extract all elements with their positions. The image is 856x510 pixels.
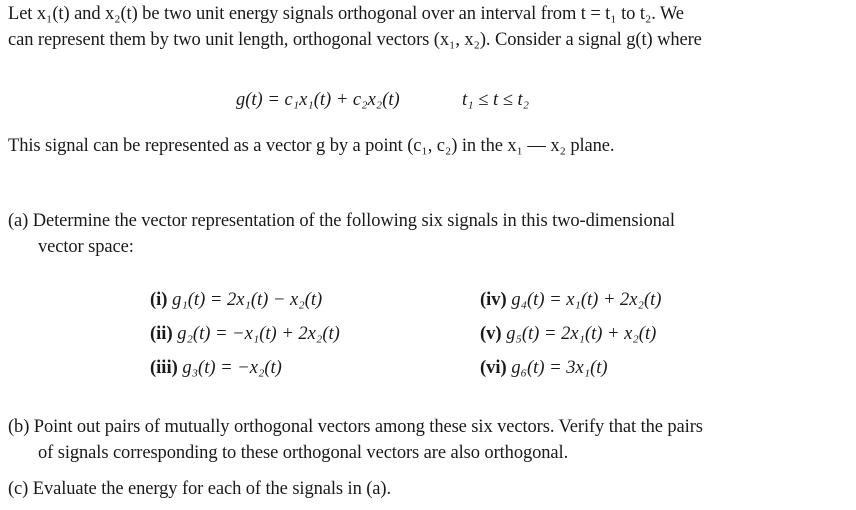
signal-item-4 [480,288,661,312]
intro-line-2: can represent them by two unit length, orthogonal vectors (x₁, x₂). Consider a signal g(t) where [8,30,702,50]
signal-label: (iv) [480,290,507,310]
signal-label: (ii) [150,324,173,344]
part-a-line-1: (a) Determine the vector representation of the following six signals in this two-dimensional [8,211,675,231]
signal-equation: g(t) = c₁x₁(t) + c₂x₂(t) [236,90,400,110]
part-c-line-1: (c) Evaluate the energy for each of the signals in (a). [8,479,392,499]
part-b-line-1: (b) Point out pairs of mutually orthogonal vectors among these six vectors. Verify that the pairs [8,417,703,437]
signal-label: (iii) [150,358,178,378]
signal-expr: g₆(t) = 3x₁(t) [511,358,608,378]
signal-item-5 [480,322,656,346]
part-b-line-2: of signals corresponding to these orthogonal vectors are also orthogonal. [38,443,569,463]
signal-expr: g₁(t) = 2x₁(t) − x₂(t) [172,290,323,310]
signal-item-2 [150,322,340,346]
part-a-line-2: vector space: [38,237,134,257]
signal-item-1 [150,288,322,312]
signal-label: (vi) [480,358,507,378]
intro-line-1: Let x₁(t) and x₂(t) be two unit energy signals orthogonal over an interval from t = t₁ to t₂. We [8,4,684,24]
signal-item-3 [150,356,282,380]
signal-label: (v) [480,324,502,344]
signal-expr: g₃(t) = −x₂(t) [182,358,282,378]
signal-expr: g₅(t) = 2x₁(t) + x₂(t) [506,324,657,344]
signal-expr: g₄(t) = x₁(t) + 2x₂(t) [511,290,662,310]
signal-expr: g₂(t) = −x₁(t) + 2x₂(t) [177,324,340,344]
time-range: t₁ ≤ t ≤ t₂ [462,90,530,110]
signal-item-6 [480,356,608,380]
representation-text: This signal can be represented as a vector g by a point (c₁, c₂) in the x₁ — x₂ plane. [8,136,615,156]
signal-label: (i) [150,290,168,310]
